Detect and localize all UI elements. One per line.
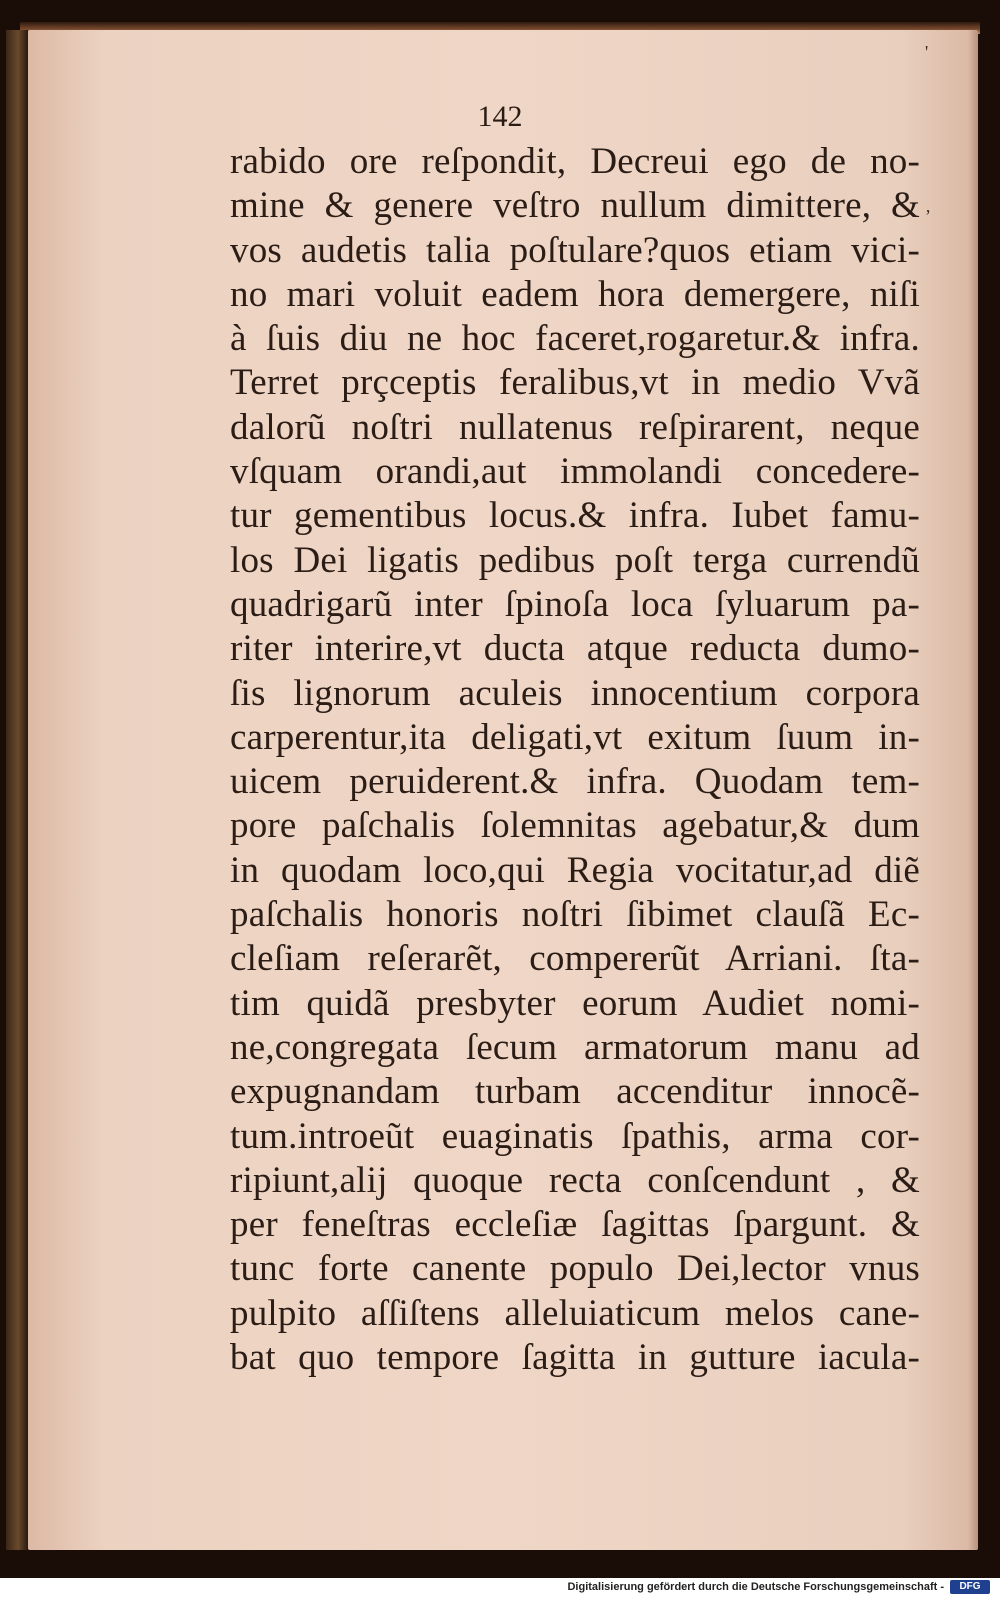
text-line: pore paſchalis ſolemnitas agebatur,& dum xyxy=(230,805,920,847)
page-edge-shadow xyxy=(968,30,978,1550)
text-line: expugnandam turbam accenditur innocẽ- xyxy=(230,1071,920,1113)
text-line: bat quo tempore ſagitta in gutture iacula- xyxy=(230,1337,920,1379)
text-line: à ſuis diu ne hoc faceret,rogaretur.& infra. xyxy=(230,318,920,360)
text-line: dalorũ noſtri nullatenus reſpirarent, neque xyxy=(230,406,920,448)
margin-mark: ' xyxy=(925,42,929,62)
page-number: 142 xyxy=(477,100,523,133)
text-line: riter interire,vt ducta atque reducta dumo- xyxy=(230,628,920,670)
digitization-credit: Digitalisierung gefördert durch die Deutsche Forschungsgemeinschaft - xyxy=(567,1581,944,1593)
book-binding xyxy=(6,30,28,1550)
text-line: los Dei ligatis pedibus poſt terga currendũ xyxy=(230,539,920,581)
text-line: tur gementibus locus.& infra. Iubet famu- xyxy=(230,495,920,537)
dfg-logo: DFG xyxy=(950,1580,990,1594)
text-line: in quodam loco,qui Regia vocitatur,ad diẽ xyxy=(230,849,920,891)
text-line: vos audetis talia poſtulare?quos etiam vici- xyxy=(230,229,920,271)
text-line: paſchalis honoris noſtri ſibimet clauſã Ec- xyxy=(230,894,920,936)
text-line: no mari voluit eadem hora demergere, niſi xyxy=(230,273,920,315)
text-line: Terret prçceptis feralibus,vt in medio Vvã xyxy=(230,362,920,404)
text-line: tunc forte canente populo Dei,lector vnus xyxy=(230,1248,920,1290)
text-line: tim quidã presbyter eorum Audiet nomi- xyxy=(230,982,920,1024)
text-line: tum.introeũt euaginatis ſpathis, arma cor- xyxy=(230,1115,920,1157)
text-line: ripiunt,alij quoque recta conſcendunt , & xyxy=(230,1159,920,1201)
text-line: cleſiam reſerarẽt, compererũt Arriani. ſta- xyxy=(230,938,920,980)
text-line: mine & genere veſtro nullum dimittere, & xyxy=(230,185,920,227)
text-line: quadrigarũ inter ſpinoſa loca ſyluarum pa- xyxy=(230,583,920,625)
text-line: pulpito aſſiſtens alleluiaticum melos cane- xyxy=(230,1292,920,1334)
text-line: vſquam orandi,aut immolandi concedere- xyxy=(230,451,920,493)
text-line: rabido ore reſpondit, Decreui ego de no- xyxy=(230,141,920,182)
text-line: per feneſtras eccleſiæ ſagittas ſpargunt. & xyxy=(230,1204,920,1246)
text-line: carperentur,ita deligati,vt exitum ſuum in- xyxy=(230,716,920,758)
text-line: ne,congregata ſecum armatorum manu ad xyxy=(230,1026,920,1068)
margin-mark: ‚ xyxy=(925,196,931,216)
text-line: uicem peruiderent.& infra. Quodam tem- xyxy=(230,761,920,803)
text-line: ſis lignorum aculeis innocentium corpora xyxy=(230,672,920,714)
body-text xyxy=(230,140,920,1380)
